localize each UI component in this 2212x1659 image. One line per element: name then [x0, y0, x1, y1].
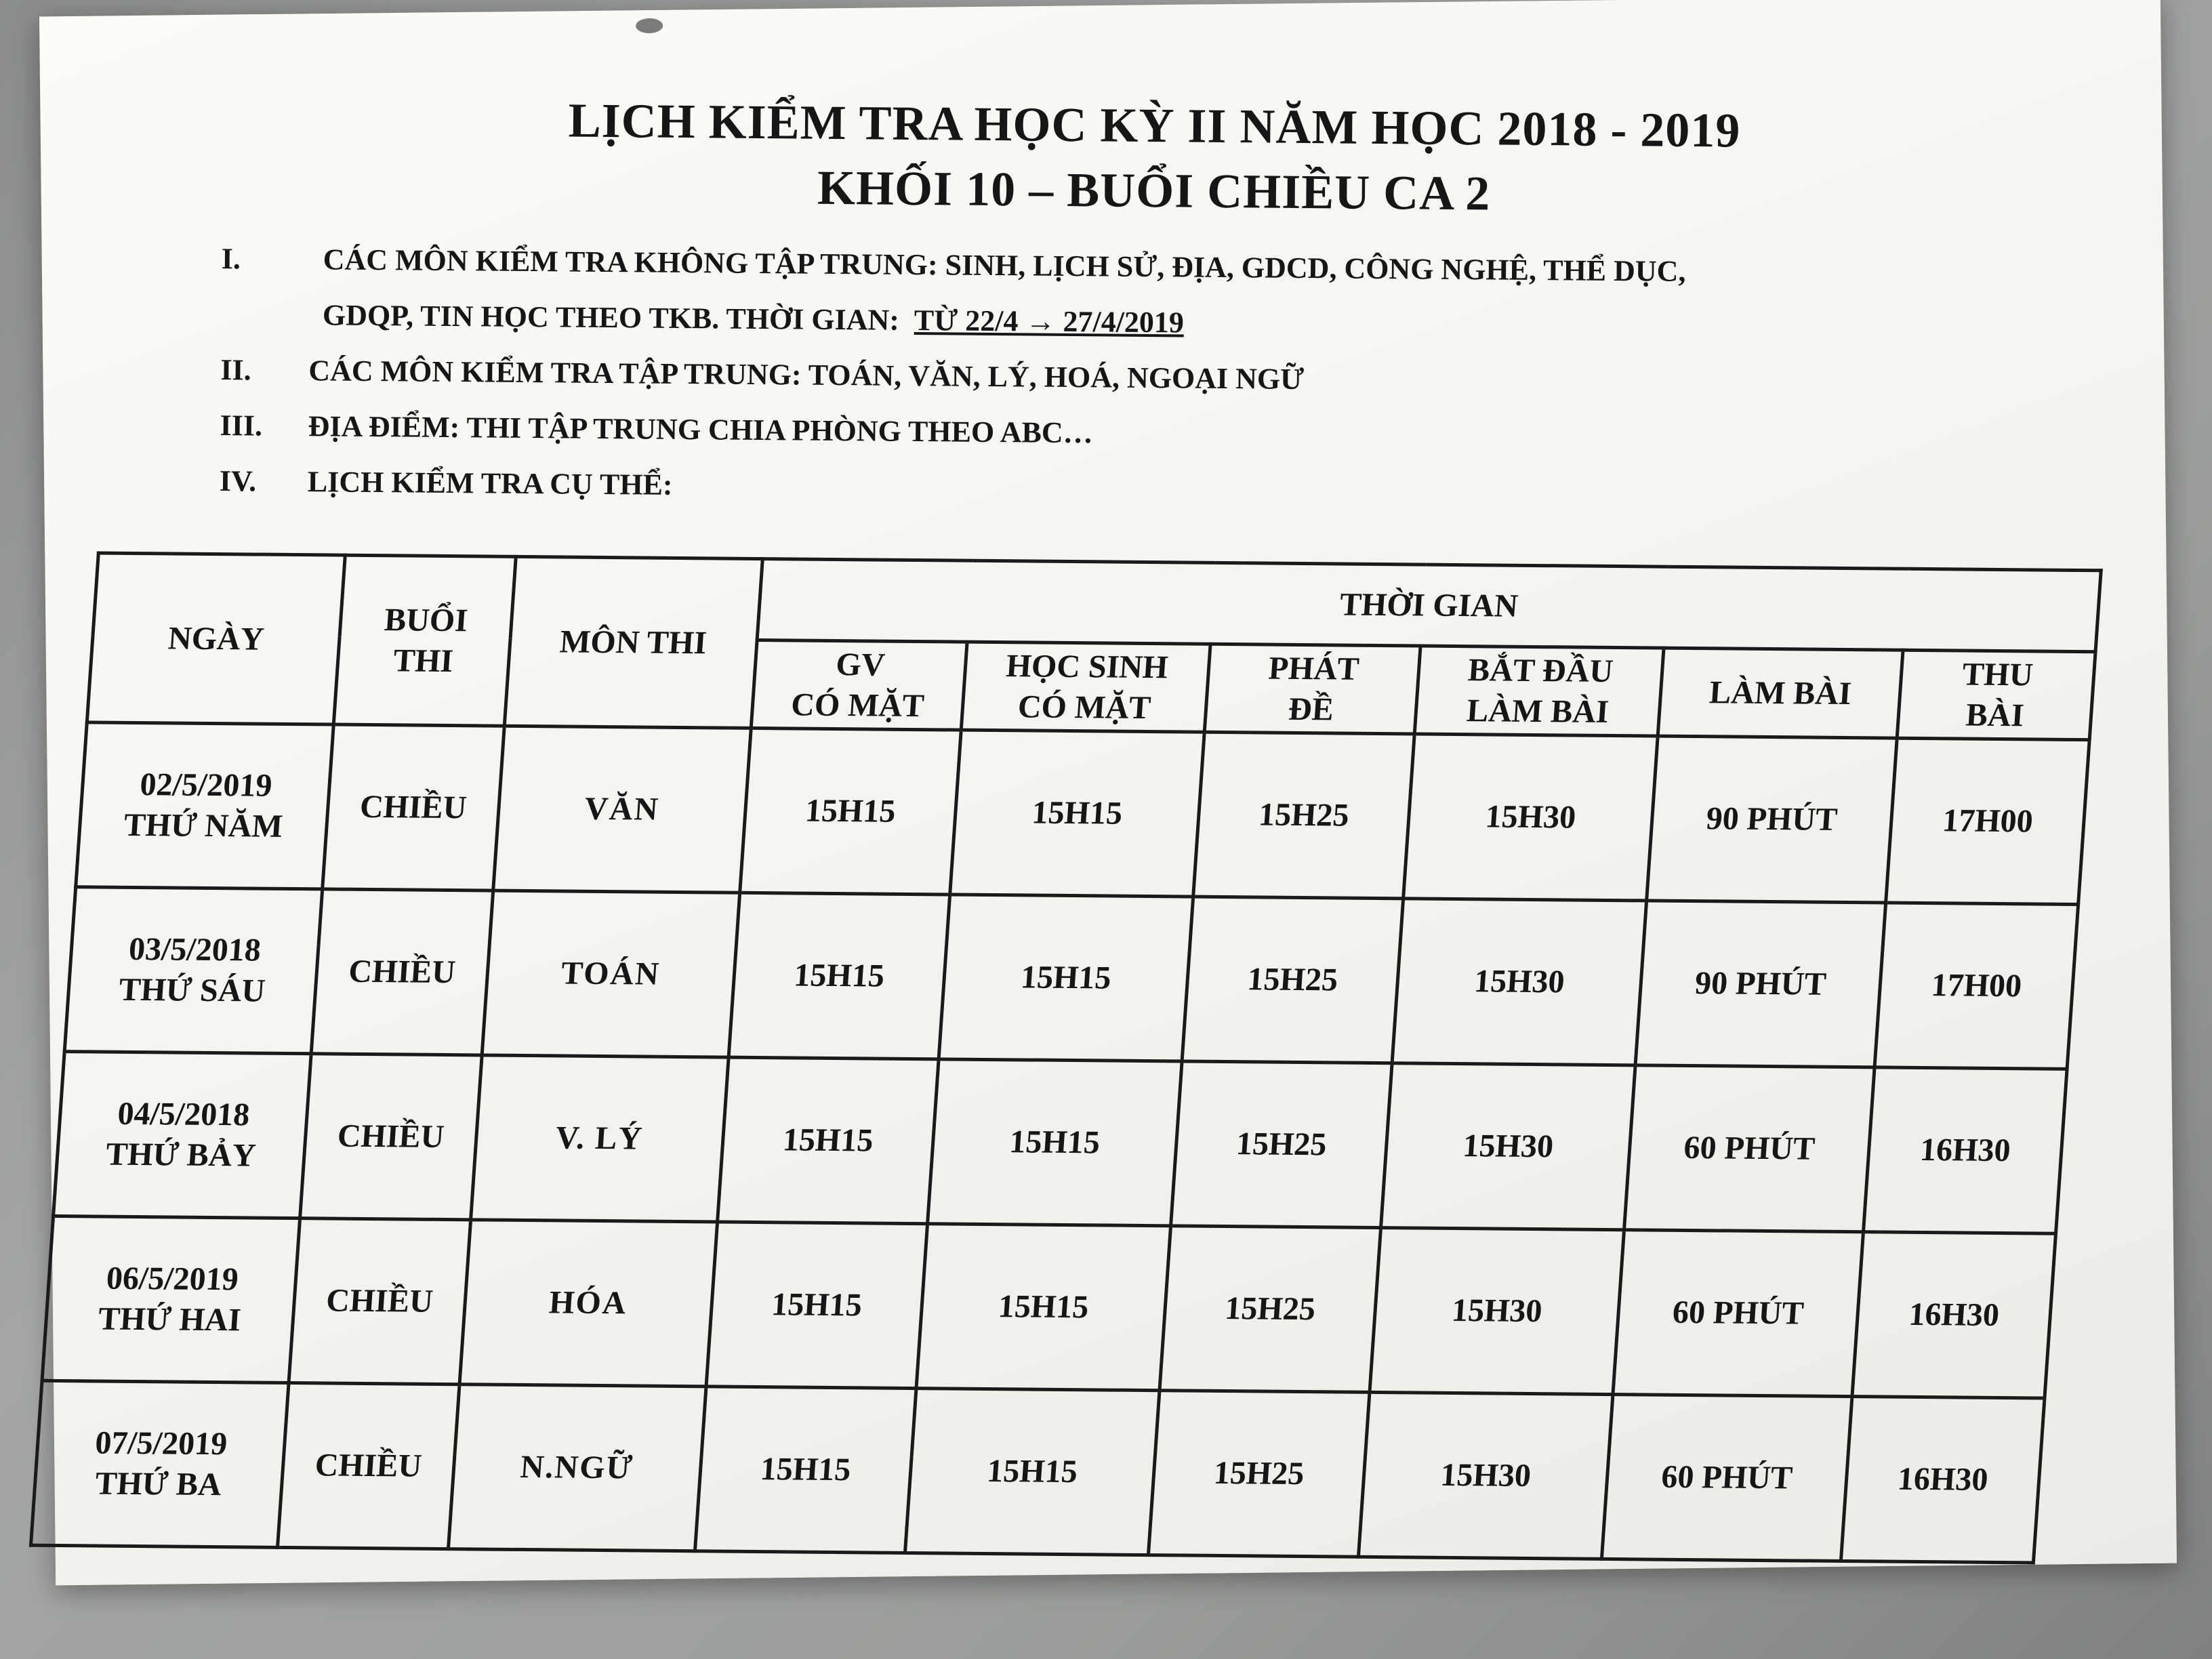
- cell-subject: V. LÝ: [470, 1055, 729, 1222]
- header-bat-dau-lam-bai: BẮT ĐẦU LÀM BÀI: [1414, 646, 1664, 736]
- document-content: [88, 84, 2121, 1559]
- cell-bat-dau: 15H30: [1370, 1228, 1624, 1395]
- section-text: LỊCH KIỂM TRA CỤ THỂ:: [307, 465, 673, 501]
- paper-sheet: [39, 0, 2177, 1585]
- cell-bat-dau: 15H30: [1381, 1063, 1635, 1230]
- cell-thu-bai: 16H30: [1841, 1397, 2045, 1563]
- header-buoi-thi: BUỔI THI: [333, 555, 516, 726]
- header-thu-bai: THU BÀI: [1897, 650, 2095, 739]
- cell-subject: HÓA: [459, 1220, 718, 1387]
- cell-lam-bai: 60 PHÚT: [1613, 1230, 1864, 1397]
- section-text: ĐỊA ĐIỂM: THI TẬP TRUNG CHIA PHÒNG THEO ABC…: [308, 409, 1093, 450]
- cell-session: CHIỀU: [277, 1382, 459, 1549]
- cell-lam-bai: 90 PHÚT: [1646, 736, 1897, 903]
- header-lam-bai: LÀM BÀI: [1658, 648, 1903, 738]
- cell-thu-bai: 16H30: [1852, 1232, 2055, 1398]
- section-number: III.: [220, 409, 263, 443]
- header-gv-co-mat: GV CÓ MẶT: [751, 640, 967, 730]
- punch-hole: [636, 18, 663, 33]
- date-range: TỪ 22/4 → 27/4/2019: [914, 303, 1185, 340]
- cell-gv: 15H15: [729, 893, 950, 1059]
- table-row: [76, 722, 2089, 905]
- section-number: IV.: [219, 464, 257, 498]
- cell-lam-bai: 60 PHÚT: [1624, 1065, 1875, 1232]
- cell-hs: 15H15: [939, 895, 1193, 1061]
- section-list: [220, 231, 2119, 525]
- cell-gv: 15H15: [717, 1057, 939, 1224]
- section-text: GDQP, TIN HỌC THEO TKB. THỜI GIAN: TỪ 22/4 → 27/4/2019: [322, 298, 1185, 340]
- table-row: [42, 1216, 2055, 1398]
- cell-hs: 15H15: [950, 730, 1204, 897]
- document-title: [188, 85, 2121, 232]
- title-line-1: LỊCH KIỂM TRA HỌC KỲ II NĂM HỌC 2018 - 2019: [568, 93, 1741, 158]
- cell-thu-bai: 17H00: [1886, 738, 2089, 904]
- cell-date: 06/5/2019 THỨ HAI: [42, 1216, 300, 1382]
- cell-subject: TOÁN: [482, 890, 740, 1057]
- section-number: I.: [221, 242, 241, 276]
- cell-date: 07/5/2019 THỨ BA: [30, 1380, 289, 1547]
- cell-subject: VĂN: [493, 726, 751, 893]
- header-phat-de: PHÁT ĐỀ: [1204, 644, 1420, 734]
- cell-hs: 15H15: [928, 1059, 1182, 1226]
- cell-bat-dau: 15H30: [1392, 899, 1646, 1065]
- cell-date: 02/5/2019 THỨ NĂM: [76, 722, 334, 889]
- table-row: [54, 1052, 2067, 1234]
- cell-bat-dau: 15H30: [1359, 1392, 1613, 1559]
- title-line-2: KHỐI 10 – BUỔI CHIỀU CA 2: [817, 160, 1491, 221]
- header-ngay: NGÀY: [87, 553, 345, 724]
- cell-session: CHIỀU: [289, 1218, 470, 1385]
- cell-lam-bai: 60 PHÚT: [1601, 1395, 1852, 1561]
- cell-bat-dau: 15H30: [1404, 734, 1658, 901]
- cell-session: CHIỀU: [300, 1054, 482, 1220]
- cell-phat-de: 15H25: [1193, 732, 1414, 899]
- table-row: [30, 1380, 2044, 1563]
- cell-date: 04/5/2018 THỨ BẢY: [54, 1052, 312, 1218]
- section-number: II.: [220, 353, 251, 387]
- cell-phat-de: 15H25: [1170, 1061, 1392, 1228]
- cell-lam-bai: 90 PHÚT: [1635, 901, 1886, 1067]
- cell-gv: 15H15: [695, 1387, 916, 1553]
- header-thoi-gian: THỜI GIAN: [757, 559, 2102, 652]
- cell-session: CHIỀU: [323, 724, 504, 890]
- cell-hs: 15H15: [905, 1389, 1160, 1555]
- cell-thu-bai: 17H00: [1875, 903, 2078, 1069]
- cell-session: CHIỀU: [311, 889, 493, 1055]
- exam-schedule-table: [29, 551, 2103, 1564]
- cell-subject: N.NGỮ: [448, 1385, 706, 1551]
- cell-phat-de: 15H25: [1148, 1391, 1370, 1557]
- header-hoc-sinh-co-mat: HỌC SINH CÓ MẶT: [961, 642, 1210, 732]
- cell-gv: 15H15: [706, 1222, 928, 1389]
- section-text: CÁC MÔN KIỂM TRA TẬP TRUNG: TOÁN, VĂN, LÝ, HOÁ, NGOẠI NGỮ: [308, 354, 1305, 396]
- cell-phat-de: 15H25: [1160, 1226, 1381, 1393]
- cell-gv: 15H15: [739, 728, 961, 895]
- section-text: CÁC MÔN KIỂM TRA KHÔNG TẬP TRUNG: SINH, LỊCH SỬ, ĐỊA, GDCD, CÔNG NGHỆ, THỂ DỤC,: [323, 243, 1686, 288]
- header-mon-thi: MÔN THI: [504, 556, 762, 728]
- table-row: [64, 887, 2078, 1069]
- cell-phat-de: 15H25: [1182, 897, 1404, 1063]
- cell-thu-bai: 16H30: [1864, 1067, 2067, 1233]
- cell-date: 03/5/2018 THỨ SÁU: [64, 887, 323, 1054]
- cell-hs: 15H15: [916, 1224, 1170, 1391]
